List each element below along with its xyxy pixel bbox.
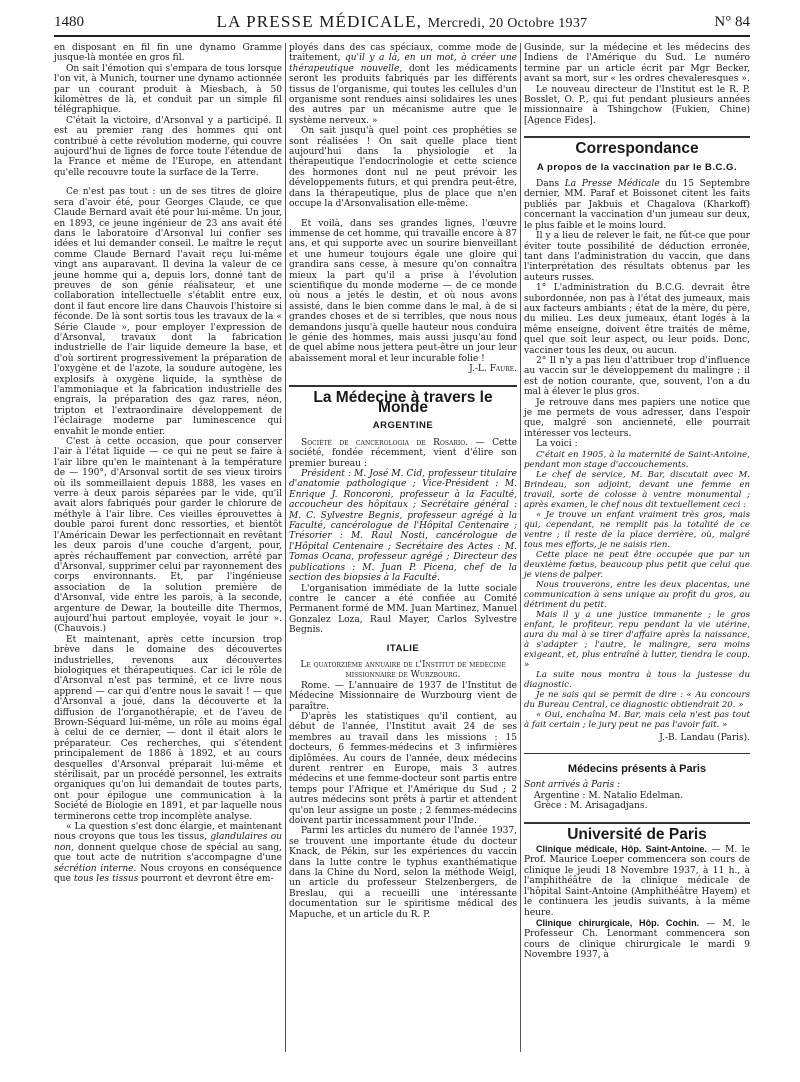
italic-run: tous les tissus bbox=[73, 874, 139, 885]
page-number: 1480 bbox=[54, 14, 84, 30]
issue-number: N° 84 bbox=[714, 14, 750, 30]
paragraph bbox=[524, 844, 750, 918]
section-rule bbox=[524, 753, 750, 754]
paragraph bbox=[524, 918, 750, 961]
quote-paragraph: Mais il y a une justice immanente ; le gros enfant, le profiteur, repu pendant la vie utérine, aura du mal à se tirer d'affaire après la naissance, à s'adapter ; l'autre, le malingre, sera moins exigeant, et, plus entraîné à lutter, tiendra le coup. » bbox=[524, 609, 750, 670]
paragraph: Et maintenant, après cette incursion trop brève dans le domaine des découvertes industrielles, revenons aux découvertes biologiques et thérapeutiques. Car ici le rôle de d'Arsonval n'est pas terminé, et ce livre nous apprend — car qui d'entre nous le savait ! — que d'Arsonval a joué, dans la découverte et la diffusion de l'organothérapie, et de l'aveu de Brown-Séquard lui-même, un rôle au moins égal à celui de ce dernier, — dont il était alors le préparateur. Ces recherches, qui s'étendent principalement de 1886 à 1892, et au cours desquelles d'Arsonval préparait lui-même et stérilisait, par un procédé personnel, les extraits organiques qu'on lui demandait de toutes parts, ont pour épilogue une communication à la Société de Biologie en 1891, et par laquelle nous terminerons cette trop incomplète analyse. bbox=[54, 634, 282, 822]
journal-title-line bbox=[54, 12, 750, 32]
text-run: — Cette société, fondée récemment, vient d'élire son premier bureau : bbox=[289, 437, 517, 469]
section-title: Correspondance bbox=[575, 140, 699, 158]
list-line: Argentine : M. Natalio Edelman. bbox=[534, 790, 684, 801]
text-run: — M. le Prof. Maurice Loeper commencera son cours de clinique le jeudi 18 Novembre 1937, à 11 h., à l'amphithéâtre de la clinique médicale de l'hôpital Saint-Antoine (Amphithéâtre Hayem) et le continuera les jeudis suivants, à la même heure. bbox=[524, 845, 751, 918]
text-run: Nous croyons en conséquence que bbox=[54, 863, 282, 885]
clinic-heading: Clinique médicale, Hôp. Saint-Antoine. bbox=[536, 844, 707, 855]
text-run: du 15 Septembre dernier, MM. Paraf et Boissonet citent les faits publiés par Jakbuis et Chagalova (Kharkoff) concernant la vaccination d'un jumeau sur deux, le plus faible et le moins lourd. bbox=[524, 179, 750, 231]
paragraph: La voici : bbox=[536, 439, 578, 450]
section-rule bbox=[289, 385, 517, 387]
text-run: donnent quelque chose de spécial au sang, que tout acte de nutrition s'accompagne d'une bbox=[54, 842, 282, 864]
column-1 bbox=[54, 43, 282, 885]
list-line: Sont arrivés à Paris : bbox=[524, 780, 621, 791]
quote-paragraph: Je ne sais qui se permit de dire : « Au concours du Bureau Central, ce diagnostic obtiendrait 20. » bbox=[524, 689, 750, 710]
column-3 bbox=[524, 43, 750, 961]
column-separator bbox=[520, 43, 521, 1052]
paragraph: C'est à cette occasion, que pour conserver l'air à l'état liquide — ce qui ne peut se faire à l'air libre qu'en le maintenant à la température de — 190°, d'Arsonval sortit de ses vieux tiroirs où ils sommeillaient depuis 1888, les vases en verre à deux parois séparées par le vide, qu'il avait alors fabriqués pour garder le chlorure de méthyle à l'air libre. Ces vieilles éprouvettes à double paroi furent donc ressorties, et bientôt l'Américain Dewar les perfectionnait en revêtant les deux parois d'une couche d'argent, pour, après réchauffement par convection, arrêté par d'Arsonval, supprimer celui par rayonnement des corps environnants. Et, par l'ingénieuse association de la solution première de d'Arsonval, vide entre les parois, à la seconde, argenture de Dewar, la bouteille dite Thermos, aujourd'hui partout employée, voyait le jour ». (Chauvois.) bbox=[54, 437, 282, 635]
quote-paragraph: Le chef de service, M. Bar, discutait avec M. Brindeau, son adjoint, devant une femme en travail, sorte de colosse à ventre monumental ; après examen, le chef nous dit textuellement ceci : bbox=[524, 469, 750, 510]
paragraph: Et voilà, dans ses grandes lignes, l'œuvre immense de cet homme, qui travaille encore à 87 ans, et qui supporte avec un sourire bienveillant et une humeur toujours égale une gloire qui grandira sans cesse, à mesure qu'on connaîtra mieux la part qu'il a prise à l'évolution scientifique du monde moderne — de ce monde où nous a jetés le destin, et où nous avons assisté, dans le bien comme dans le mal, à de si grandes choses et de si terribles, que nous nous demandons jusqu'à quelle hauteur nous conduira le génie des hommes, mais aussi jusqu'au fond de quel abîme nous jettera peut-être un jour leur abaissement moral et leur incurable folie ! bbox=[289, 218, 517, 364]
section-rule bbox=[524, 136, 750, 138]
text-run: dont les médicaments seront les produits fabriqués par les différents tissus de l'organisme, qui toutes les cellules d'un organisme sont rendues ainsi solidaires les unes des autres par un mécanisme autre que le système nerveux. » bbox=[289, 63, 517, 126]
paragraph: 1° L'administration du B.C.G. devrait être subordonnée, non pas à l'état des jumeaux, mais aux facteurs ambiants ; état de la mère, du père, du milieu. Les deux jumeaux, étant logés à la même enseigne, doivent être traités de même, quel que soit leur aspect, ou leur poids. Donc, vacciner tous les deux, ou aucun. bbox=[524, 283, 750, 356]
issue-date: Mercredi, 20 Octobre 1937 bbox=[427, 16, 588, 31]
country-heading: ARGENTINE bbox=[372, 420, 434, 432]
paragraph: Il y a lieu de relever le fait, ne fût-ce que pour éviter toute possibilité de déduction erronée, tant dans l'administration du vaccin, que dans l'interprétation des résultats obtenus par les auteurs russes. bbox=[524, 231, 750, 283]
paragraph: Ce n'est pas tout : un de ses titres de gloire sera d'avoir été, pour Georges Claude, ce que Claude Bernard avait été pour lui-même. Un jour, en 1893, ce jeune ingénieur de 23 ans avait été dans le laboratoire d'Arsonval lui confier ses idées et lui demander conseil. Le maître le reçut comme Claude Bernard l'avait reçu lui-même vingt ans auparavant. Il devina la valeur de ce jeune homme qui a, depuis lors, donné tant de preuves de son génie réalisateur, et une collaboration intellectuelle s'établit entre eux, dont il faut encore lire dans Chauvois l'histoire si féconde. De là sont sortis tous les travaux de la « Série Claude », pour employer l'expression de d'Arsonval, travaux dont la fabrication industrielle de l'air liquide demeure la base, et d'où sortirent progressivement la préparation de l'oxygène et de l'azote, la soudure autogène, les explosifs à oxygène liquide, la synthèse de l'ammoniaque et la fabrication industrielle des engrais, la préparation des gaz rares, néon, tripton et l'extraordinaire développement de l'éclairage moderne par luminescence qui envahit le monde entier. bbox=[54, 187, 282, 437]
quote-paragraph: « Je trouve un enfant vraiment très gros, mais qui, cependant, ne remplit pas la totalité de ce ventre ; il reste de la place derrière, où, malgré tous mes efforts, je ne saisis rien. bbox=[524, 509, 750, 550]
quote-paragraph: Nous trouverons, entre les deux placentas, une communication à sens unique au profit du gros, au détriment du petit. bbox=[524, 579, 750, 610]
section-title: Université de Paris bbox=[567, 825, 707, 843]
list-line: Grèce : M. Arisagadjans. bbox=[534, 801, 648, 812]
quote-paragraph: « Oui, enchaîna M. Bar, mais cela n'est pas tout à fait certain ; le jury peut ne pas l'avoir fait. » bbox=[524, 709, 750, 730]
section-title: Médecins présents à Paris bbox=[567, 763, 707, 776]
text-run: Société de cancerologia de Rosario. bbox=[301, 437, 469, 448]
column-separator bbox=[285, 43, 286, 1052]
journal-title: LA PRESSE MÉDICALE, bbox=[216, 12, 423, 31]
quote-paragraph: Cette place ne peut être occupée que par un deuxième fœtus, beaucoup plus petit que celui que je viens de palper. bbox=[524, 549, 750, 580]
paragraph bbox=[289, 43, 517, 126]
italic-run: sécrétion interne. bbox=[54, 863, 137, 874]
quote-paragraph: La suite nous montra à tous la justesse du diagnostic. bbox=[524, 669, 750, 690]
text-run: « La question s'est donc élargie, et maintenant nous croyons que tous les tissus, bbox=[54, 822, 282, 843]
text-run: pourront et devront être em- bbox=[141, 874, 274, 885]
paragraph: C'était la victoire, d'Arsonval y a participé. Il est au premier rang des hommes qui ont contribué à cette révolution moderne, qui couvre aujourd'hui de lignes de force toute l'étendue de la France et même de l'Europe, en attendant qu'elle recouvre toute la surface de la Terre. bbox=[54, 115, 282, 178]
paragraph: Je retrouve dans mes papiers une notice que je me permets de vous adresser, dans l'espoir que, malgré son ancienneté, elle pourrait intéresser vos lecteurs. bbox=[524, 397, 750, 439]
italic-run: La Presse Médicale bbox=[564, 179, 660, 190]
article-subtitle: A propos de la vaccination par le B.C.G. bbox=[536, 161, 738, 173]
paragraph: en disposant en fil fin une dynamo Gramme jusque-là montée en gros fil. bbox=[54, 43, 282, 64]
header-rule bbox=[54, 35, 750, 37]
text-run: Dans bbox=[536, 179, 560, 190]
paragraph: 2° Il n'y a pas lieu d'attribuer trop d'influence au vaccin sur le développement du malingre ; il est de notion courante, que, souvent, l'on a du mal à élever le plus gros. bbox=[524, 355, 750, 398]
paragraph: Rome. — L'annuaire de 1937 de l'Institut de Médecine Missionnaire de Wurzbourg vient de paraître. bbox=[289, 680, 517, 712]
subheading: Le quatorzième annuaire de l'Institut de médecine missionnaire de Wurzbourg. bbox=[300, 659, 506, 681]
paragraph: On sait l'émotion qui s'empara de tous lorsque l'on vit, à Munich, tourner une dynamo actionnée par un courant produit à Miesbach, à 50 kilomètres de là, et conduit par un simple fil télégraphique. bbox=[54, 63, 282, 116]
column-2 bbox=[289, 43, 517, 920]
paragraph: D'après les statistiques qu'il contient, au début de l'année, l'Institut avait 24 de ses membres au travail dans les missions : 15 docteurs, 6 femmes-médecins et 3 infirmières diplômées. Au cours de l'année, deux médecins durent rentrer en Europe, mais 3 autres médecins et une femme-docteur sont partis entre temps pour l'Afrique et l'Amérique du Sud ; 2 autres médecins sont prêts à partir et attendent qu'on leur assigne un poste ; 2 femmes-médecins doivent partir incessamment pour l'Inde. bbox=[289, 711, 517, 827]
page-header bbox=[54, 10, 750, 36]
section-title: La Médecine à travers le Monde bbox=[313, 388, 493, 416]
section-rule bbox=[524, 822, 750, 824]
paragraph: On sait jusqu'à quel point ces prophéties se sont réalisées ! On sait quelle place tient aujourd'hui dans la physiologie et la thérapeutique l'endocrinologie et cette science des hormones dont nul ne peut prévoir les développements futurs, et qui prendra peut-être, dans la thérapeutique, plus de place que n'en occupe la d'Arsonvalisation elle-même. bbox=[289, 126, 517, 210]
paragraph bbox=[289, 438, 517, 469]
quote-paragraph: C'était en 1905, à la maternité de Saint-Antoine, pendant mon stage d'accouchements. bbox=[524, 449, 750, 470]
italic-run: glandulaires ou non, bbox=[54, 832, 282, 853]
clinic-heading: Clinique chirurgicale, Hôp. Cochin. bbox=[536, 917, 700, 928]
paragraph: Parmi les articles du numéro de l'année 1937, se trouvent une importante étude du docteur Knack, de Pékin, sur les expériences du vaccin dans la lutte contre le typhus exanthématique dans la Chine du Nord, selon la méthode Weigl, un article du professeur Stelzenbergers, de Breslau, qui a recueilli une intéressante documentation sur le spiritisme médical des Mapuche, et un article du R. P. bbox=[289, 826, 517, 920]
letter-signature: J.-B. Landau (Paris). bbox=[659, 732, 750, 743]
paragraph bbox=[524, 179, 750, 231]
paragraph: Président : M. José M. Cid, professeur titulaire d'anatomie pathologique ; Vice-Président : M. Enrique J. Roncoroni, professeur à la Faculté, accoucheur des hôpitaux ; Secrétaire général : M. C. Sylvestre Begnis, professeur agrégé à la Faculté, cancérologue de l'Hôpital Centenaire ; Trésorier : M. Raul Nosti, cancérologue de l'Hôpital Centenaire ; Secrétaire des Actes : M. Tomas Ocana, professeur agrégé ; Directeur des publications : M. Juan P. Picena, chef de la section des biopsies à la Faculté. bbox=[289, 469, 517, 584]
text-run: — M. le Professeur Ch. Lenormant commencera son cours de clinique chirurgicale le mardi 9 Novembre 1937, à bbox=[524, 918, 750, 961]
text-run: ployés dans des cas spéciaux, comme mode de traitement, bbox=[289, 43, 517, 64]
italic-run: qu'il y a là, en un mot, à créer une thérapeutique nouvelle, bbox=[289, 53, 517, 74]
article-signature: J.-L. Faure. bbox=[469, 364, 517, 375]
paragraph: L'organisation immédiate de la lutte sociale contre le cancer a été confiée au Comité Permanent formé de MM. Juan Martinez, Manuel Gonzalez Loza, Raul Mayer, Carlos Sylvestre Begnis. bbox=[289, 583, 517, 636]
paragraph bbox=[54, 822, 282, 884]
country-heading: ITALIE bbox=[386, 642, 420, 654]
paragraph: Gusinde, sur la médecine et les médecins des Indiens de l'Amérique du Sud. Le numéro termine par un article écrit par Mgr Becker, avant sa mort, sur « les ordres chevaleresques ». bbox=[524, 43, 750, 85]
paragraph: Le nouveau directeur de l'Institut est le R. P. Bosslet, O. P., qui fut pendant plusieurs années missionnaire à Tshingchow (Fukien, Chine) [Agence Fides]. bbox=[524, 84, 750, 126]
